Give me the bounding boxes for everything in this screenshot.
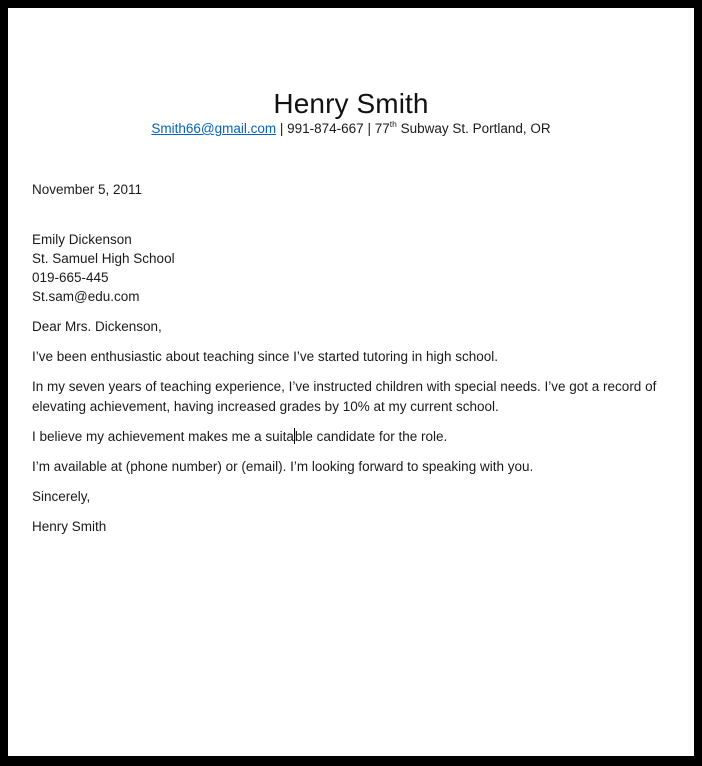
recipient-email: St.sam@edu.com xyxy=(32,289,140,304)
paragraph-2-line-1: In my seven years of teaching experience, I’ve instructed children with special needs. I’ve got a record of xyxy=(32,379,657,394)
recipient-phone: 019-665-445 xyxy=(32,270,109,285)
sender-phone: 991-874-667 xyxy=(287,121,364,136)
paragraph-3-after-caret: ble candidate for the role. xyxy=(294,429,448,444)
paragraph-4: I’m available at (phone number) or (email). I’m looking forward to speaking with you. xyxy=(32,459,534,474)
recipient-name: Emily Dickenson xyxy=(32,232,132,247)
recipient-organization: St. Samuel High School xyxy=(32,251,175,266)
paragraph-1: I’ve been enthusiastic about teaching since I’ve started tutoring in high school. xyxy=(32,349,499,364)
sender-address-suffix: th xyxy=(389,118,397,129)
letter-date: November 5, 2011 xyxy=(32,182,143,197)
sender-contact-line xyxy=(8,120,694,138)
sender-name-heading: Henry Smith xyxy=(273,88,429,119)
document-page[interactable] xyxy=(8,8,694,756)
separator: | xyxy=(276,121,288,136)
signature: Henry Smith xyxy=(32,519,107,534)
sender-address-number: 77 xyxy=(374,121,390,136)
separator: | xyxy=(363,121,375,136)
paragraph-3 xyxy=(32,427,672,446)
salutation: Dear Mrs. Dickenson, xyxy=(32,319,162,334)
paragraph-3-before-caret: I believe my achievement makes me a suita xyxy=(32,429,294,444)
sender-email-link[interactable]: Smith66@gmail.com xyxy=(151,121,277,136)
paragraph-2-line-2: elevating achievement, having increased grades by 10% at my current school. xyxy=(32,399,499,414)
sender-address-rest: Subway St. Portland, OR xyxy=(396,121,551,136)
closing: Sincerely, xyxy=(32,489,91,504)
